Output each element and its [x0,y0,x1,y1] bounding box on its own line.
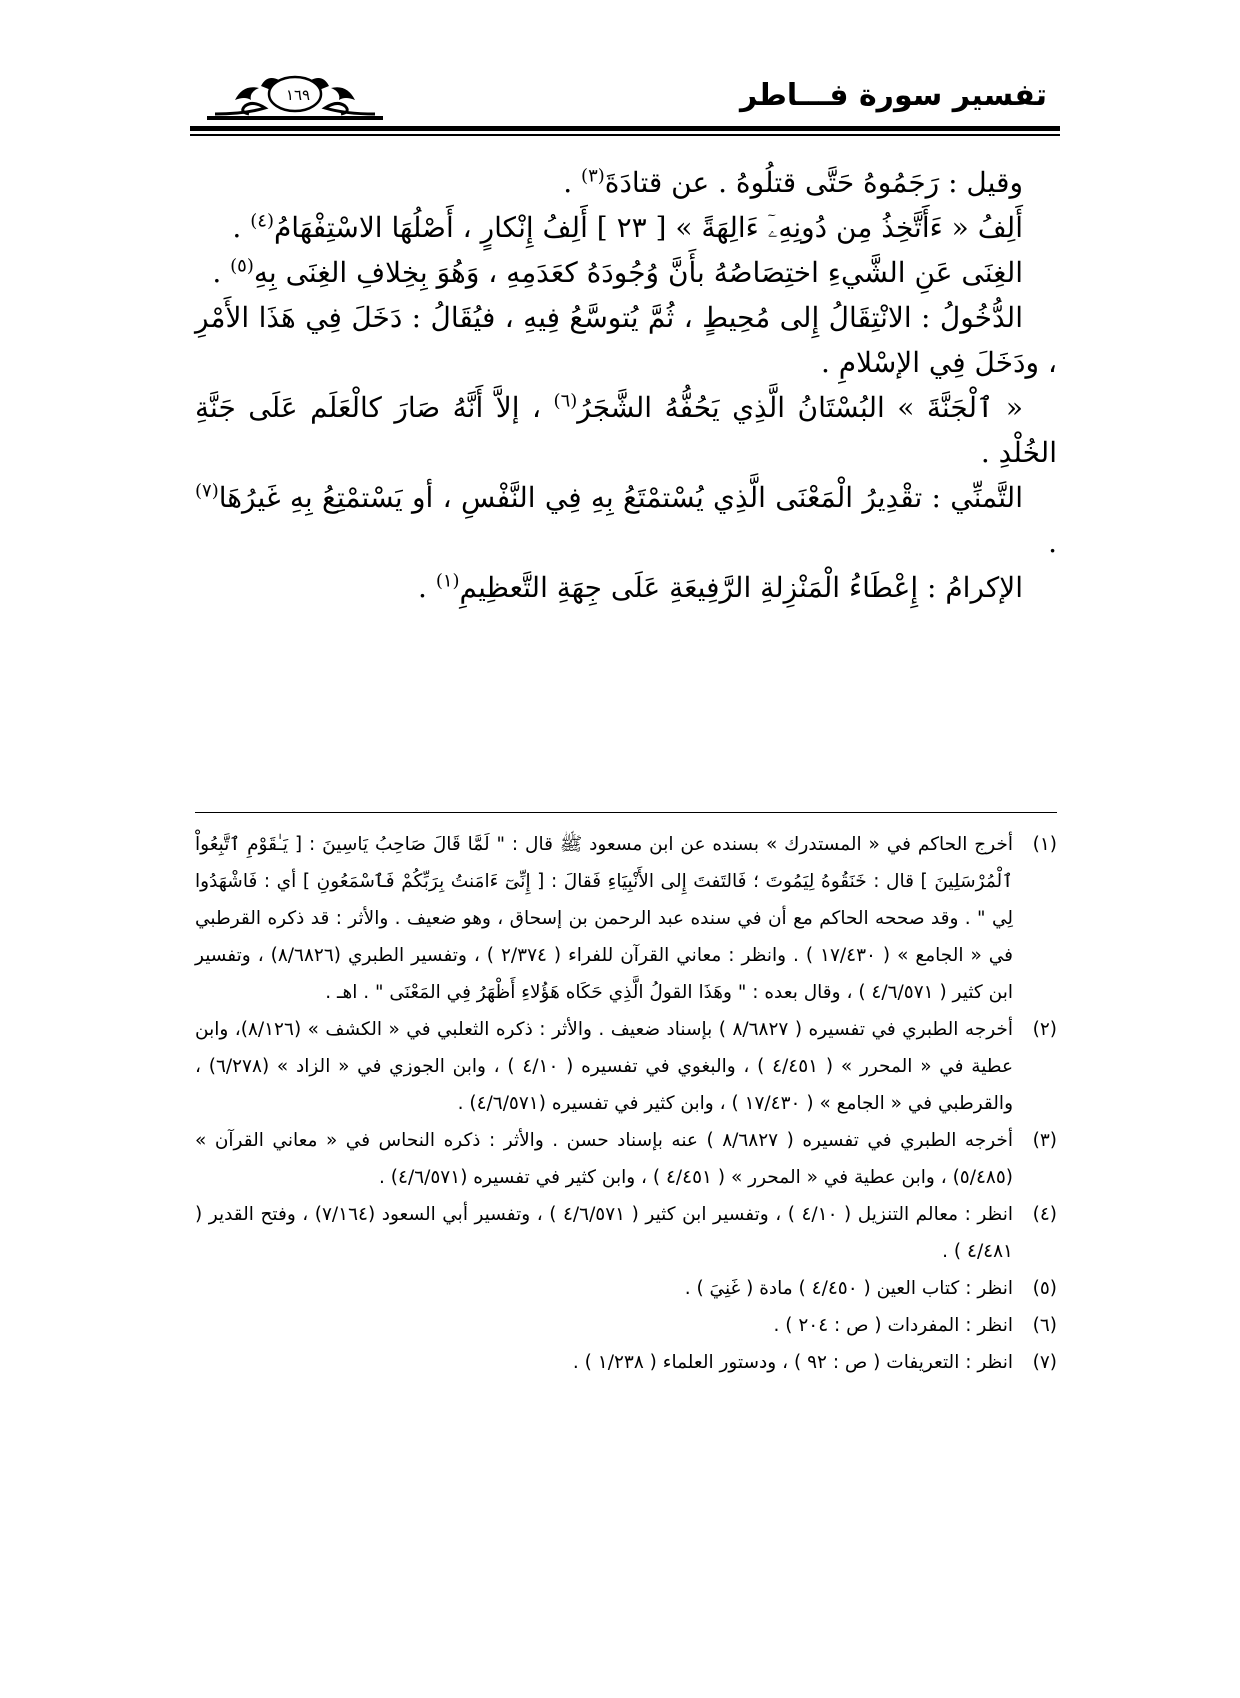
footnote-number: (٣) [1032,1130,1057,1151]
page-header-title: تفسير سورة فـــاطر [739,78,1047,113]
paragraph: أَلِفُ « ءَأَتَّخِذُ مِن دُونِهِۦٓ ءَالِهَةً » [ ٢٣ ] أَلِفُ إِنْكارٍ ، أَصْلُهَا الاسْتِفْهَامُ$^{(٤)}$ . [232,210,1023,244]
footnote-text: أخرجه الطبري في تفسيره ( ٨/٦٨٢٧ ) عنه بإسناد حسن . والأثر : ذكره النحاس في « معاني القرآن » (٥/٤٨٥) ، وابن عطية في « المحرر » ( ٤/٤٥١ ) ، وابن كثير في تفسيره (٤/٦/٥٧١) . [195,1130,1013,1188]
footnote [195,1196,1057,1270]
footnote-text: انظر : التعريفات ( ص : ٩٢ ) ، ودستور العلماء ( ١/٢٣٨ ) . [572,1352,1013,1373]
paragraph: الغِنَى عَنِ الشَّيءِ اختِصَاصُهُ بأَنَّ وُجُودَهُ كعَدَمِهِ ، وَهُوَ بِخِلافِ الغِنَى بِهِ$^{(٥)}$ . [212,255,1023,289]
paragraph: « ٱلْجَنَّةَ » البُسْتَانُ الَّذِي يَحُفُّهُ الشَّجَرُ$^{(٦)}$ ، إلاَّ أَنَّهُ صَارَ كالْعَلَم عَلَى جَنَّةِ الخُلْدِ . [195,390,1057,469]
footnote [195,1270,1057,1307]
footnote-text: انظر : كتاب العين ( ٤/٤٥٠ ) مادة ( غَنِيَ ) . [684,1278,1013,1299]
footnote-number: (٦) [1032,1315,1057,1336]
footnote-number: (٥) [1032,1278,1057,1299]
footnote-text: أخرجه الطبري في تفسيره ( ٨/٦٨٢٧ ) بإسناد ضعيف . والأثر : ذكره الثعلبي في « الكشف » (٨/١٢٦)، وابن عطية في « المحرر » ( ٤/٤٥١ ) ، والبغوي في تفسيره ( ٤/١٠ ) ، وابن الجوزي في « الزاد » (٦/٢٧٨) ، والقرطبي في « الجامع » ( ١٧/٤٣٠ ) ، وابن كثير في تفسيره (٤/٦/٥٧١) . [195,1019,1013,1114]
header-divider [190,126,1060,131]
footnote-number: (٢) [1032,1019,1057,1040]
paragraph: الدُّخُولُ : الانْتِقَالُ إِلى مُحِيطٍ ، ثُمَّ يُتوسَّعُ فِيهِ ، فيُقَالُ : دَخَلَ فِي هَذَا الأَمْرِ ، ودَخَلَ فِي الإسْلامِ . [195,301,1057,379]
paragraph: الإكرامُ : إِعْطَاءُ الْمَنْزِلةِ الرَّفِيعَةِ عَلَى جِهَةِ التَّعظِيمِ$^{(١)}$ . [418,570,1023,604]
footnote-ref: (٧) [195,480,219,502]
footnote-ref: (٣) [581,165,605,187]
footnote-number: (٤) [1032,1204,1057,1225]
footnote [195,1307,1057,1344]
footnote-ref: (٦) [553,390,578,412]
footnote-text: انظر : المفردات ( ص : ٢٠٤ ) . [773,1315,1013,1336]
paragraph: التَّمنِّي : تقْدِيرُ الْمَعْنَى الَّذِي يُسْتمْتَعُ بِهِ فِي النَّفْسِ ، أو يَسْتمْتِعُ بِهِ غَيرُهَا$^{(٧)}$ . [195,480,1057,559]
footnote-text: انظر : معالم التنزيل ( ٤/١٠ ) ، وتفسير ابن كثير ( ٤/٦/٥٧١ ) ، وتفسير أبي السعود (٧/١٦٤) ، وفتح القدير ( ٤/٤٨١ ) . [195,1204,1013,1262]
footnote-ref: (٥) [230,255,254,277]
main-text [195,160,1057,610]
footnotes [195,826,1057,1381]
footnote-ref: (٤) [250,210,274,232]
footnote-number: (٧) [1032,1352,1057,1373]
footnote [195,1122,1057,1196]
footnote [195,1344,1057,1381]
footnote-ref: (١) [435,570,460,592]
footnote-number: (١) [1032,834,1057,855]
footnote-divider [195,812,1057,813]
footnote [195,1011,1057,1122]
page-number: ١٦٩ [285,86,311,104]
footnote-text: أخرج الحاكم في « المستدرك » بسنده عن ابن مسعود ﷺ قال : " لَمَّا قَالَ صَاحِبُ يَاسِينَ : [ يَـٰقَوْمِ ٱتَّبِعُواْ ٱلْمُرْسَلِينَ ] قال : خَنَقُوهُ لِيَمُوتَ ؛ فَالتَفتَ إِلى الأَنْبِيَاءِ فَقالَ : [ إِنِّىٓ ءَامَنتُ بِرَبِّكُمْ فَٱسْمَعُونِ ] أي : فَاشْهَدُوا لِي " . وقد صححه الحاكم مع أن في سنده عبد الرحمن بن إسحاق ، وهو ضعيف . والأثر : قد ذكره القرطبي في « الجامع » ( ١٧/٤٣٠ ) . وانظر : معاني القرآن للفراء ( ٢/٣٧٤ ) ، وتفسير الطبري (٨/٦٨٢٦) ، وتفسير ابن كثير ( ٤/٦/٥٧١ ) ، وقال بعده : " وهَذَا القولُ الَّذِي حَكَاه هَؤُلاءِ أَظْهَرُ فِي المَعْنَى " . اهـ . [195,834,1014,1003]
header-divider-thin [190,134,1060,136]
paragraph: وقيل : رَجَمُوهُ حَتَّى قتلُوهُ . عن قتادَةَ$^{(٣)}$ . [563,165,1023,199]
footnote [195,826,1057,1011]
